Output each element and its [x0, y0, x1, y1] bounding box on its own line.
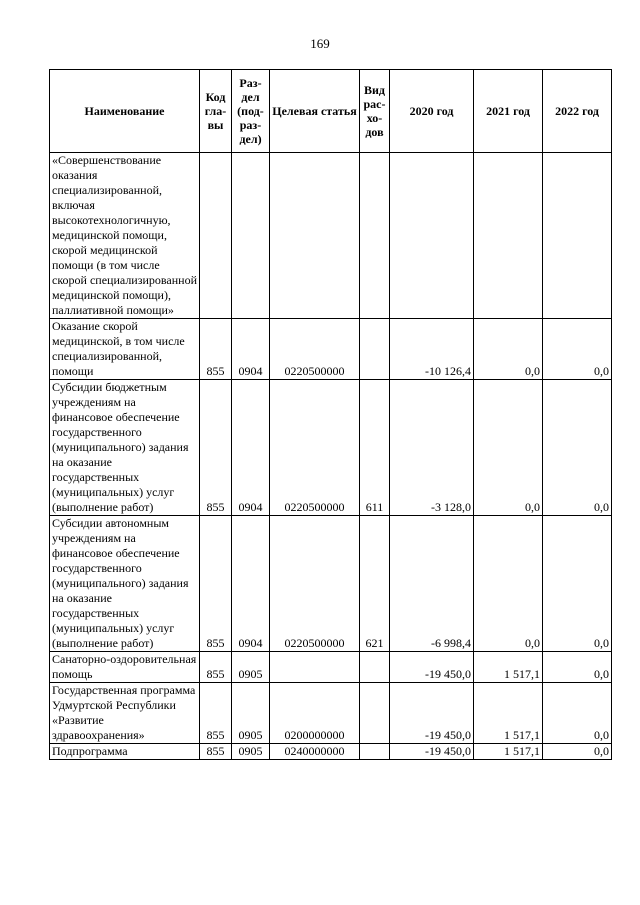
- header-chapter: Код гла- вы: [200, 70, 232, 153]
- table-row: [50, 744, 612, 760]
- cell-2020: -19 450,0: [390, 652, 474, 683]
- cell-2022: [543, 153, 612, 319]
- cell-expense: [360, 683, 390, 744]
- cell-target: 0240000000: [270, 744, 360, 760]
- cell-expense: [360, 744, 390, 760]
- cell-2021: 0,0: [474, 516, 543, 652]
- cell-chapter: 855: [200, 744, 232, 760]
- header-name: Наименование: [50, 70, 200, 153]
- cell-2021: 0,0: [474, 380, 543, 516]
- cell-2021: 1 517,1: [474, 744, 543, 760]
- cell-2022: 0,0: [543, 744, 612, 760]
- cell-chapter: 855: [200, 380, 232, 516]
- table-row: [50, 380, 612, 516]
- header-2022: 2022 год: [543, 70, 612, 153]
- cell-target: 0220500000: [270, 516, 360, 652]
- table-row: [50, 319, 612, 380]
- cell-chapter: 855: [200, 652, 232, 683]
- budget-table: [49, 69, 612, 760]
- cell-2020: -10 126,4: [390, 319, 474, 380]
- table-header-row: [50, 70, 612, 153]
- cell-section: 0904: [232, 516, 270, 652]
- cell-target: [270, 153, 360, 319]
- cell-2022: 0,0: [543, 380, 612, 516]
- header-expense: Вид рас- хо- дов: [360, 70, 390, 153]
- header-target: Целевая статья: [270, 70, 360, 153]
- cell-expense: 611: [360, 380, 390, 516]
- table-row: [50, 153, 612, 319]
- cell-name: Субсидии автономным учреждениям на финансовое обеспечение государственного (муниципального) задания на оказание государственных (муниципальных) услуг (выполнение работ): [50, 516, 200, 652]
- cell-2022: 0,0: [543, 516, 612, 652]
- cell-target: 0200000000: [270, 683, 360, 744]
- cell-chapter: 855: [200, 516, 232, 652]
- cell-2022: 0,0: [543, 319, 612, 380]
- cell-chapter: 855: [200, 319, 232, 380]
- cell-name: Субсидии бюджетным учреждениям на финансовое обеспечение государственного (муниципального) задания на оказание государственных (муниципальных) услуг (выполнение работ): [50, 380, 200, 516]
- cell-2020: [390, 153, 474, 319]
- cell-2021: 1 517,1: [474, 652, 543, 683]
- cell-name: «Совершенствование оказания специализированной, включая высокотехнологичную, медицинской помощи, скорой медицинской помощи (в том числе скорой специализированной медицинской помощи), паллиативной помощи»: [50, 153, 200, 319]
- cell-expense: [360, 652, 390, 683]
- cell-expense: [360, 153, 390, 319]
- cell-2021: 0,0: [474, 319, 543, 380]
- cell-target: 0220500000: [270, 380, 360, 516]
- cell-2020: -19 450,0: [390, 744, 474, 760]
- cell-target: [270, 652, 360, 683]
- cell-name: Подпрограмма: [50, 744, 200, 760]
- cell-chapter: 855: [200, 683, 232, 744]
- cell-expense: [360, 319, 390, 380]
- cell-chapter: [200, 153, 232, 319]
- cell-section: 0905: [232, 744, 270, 760]
- cell-section: 0905: [232, 683, 270, 744]
- table-row: [50, 652, 612, 683]
- table-row: [50, 516, 612, 652]
- cell-name: Санаторно-оздоровительная помощь: [50, 652, 200, 683]
- cell-section: 0904: [232, 319, 270, 380]
- cell-section: 0904: [232, 380, 270, 516]
- table-row: [50, 683, 612, 744]
- page-number: 169: [310, 36, 330, 51]
- cell-2020: -19 450,0: [390, 683, 474, 744]
- cell-2022: 0,0: [543, 652, 612, 683]
- cell-2022: 0,0: [543, 683, 612, 744]
- header-section: Раз- дел (под- раз- дел): [232, 70, 270, 153]
- header-2020: 2020 год: [390, 70, 474, 153]
- cell-target: 0220500000: [270, 319, 360, 380]
- cell-2020: -3 128,0: [390, 380, 474, 516]
- cell-expense: 621: [360, 516, 390, 652]
- cell-name: Оказание скорой медицинской, в том числе специализированной, помощи: [50, 319, 200, 380]
- cell-2021: [474, 153, 543, 319]
- cell-section: [232, 153, 270, 319]
- cell-name: Государственная программа Удмуртской Республики «Развитие здравоохранения»: [50, 683, 200, 744]
- cell-section: 0905: [232, 652, 270, 683]
- header-2021: 2021 год: [474, 70, 543, 153]
- cell-2021: 1 517,1: [474, 683, 543, 744]
- cell-2020: -6 998,4: [390, 516, 474, 652]
